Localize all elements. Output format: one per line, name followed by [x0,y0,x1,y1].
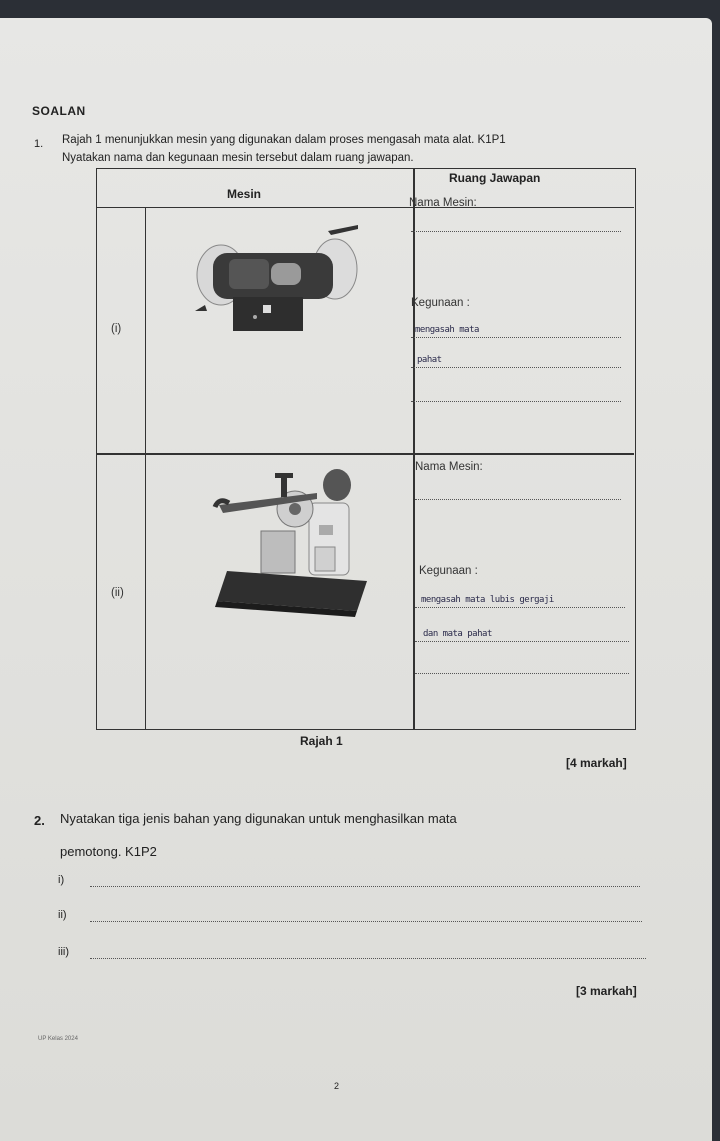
row-1-use-answer-line-3 [411,401,621,402]
tool-grinder-image [197,463,397,623]
row-1-use-label: Kegunaan : [411,297,470,309]
bench-grinder-image [193,213,373,353]
column-divider [413,169,415,729]
row-1-machine-name-label: Nama Mesin: [409,197,477,209]
column-header-answer: Ruang Jawapan [449,171,541,185]
question-1-number: 1. [34,138,44,150]
row-2-handwritten-answer-1: mengasah mata lubis gergaji [421,595,554,605]
row-2-use-answer-line-3 [415,673,629,674]
row-divider [97,453,634,455]
row-1-use-answer-line-1 [411,337,621,338]
answer-label-iii: iii) [58,946,69,958]
exam-paper [0,18,712,1141]
row-2-handwritten-answer-2: dan mata pahat [423,629,492,639]
answer-label-ii: ii) [58,909,67,921]
answer-table [96,168,636,730]
row-1-name-answer-line [411,231,621,232]
question-2-number: 2. [34,813,45,828]
row-2-use-label: Kegunaan : [419,565,478,577]
figure-caption: Rajah 1 [300,734,343,748]
row-2-use-answer-line-1 [415,607,625,608]
row-label-divider [145,207,146,729]
answer-line-ii [90,921,642,922]
row-2-label: (ii) [111,587,124,599]
question-1-instruction: Nyatakan nama dan kegunaan mesin tersebut dalam ruang jawapan. [62,152,414,164]
row-2-machine-name-label: Nama Mesin: [415,461,483,473]
question-2-text-continued: pemotong. K1P2 [60,844,157,859]
answer-label-i: i) [58,874,65,886]
row-2-use-answer-line-2 [415,641,629,642]
row-2-name-answer-line [415,499,621,500]
question-1-marks: [4 markah] [566,756,627,770]
footer-label: UP Kelas 2024 [38,1036,78,1042]
column-header-machine: Mesin [227,187,262,201]
row-1-label: (i) [111,323,122,335]
question-1-text: Rajah 1 menunjukkan mesin yang digunakan dalam proses mengasah mata alat. K1P1 [62,134,506,146]
answer-line-iii [90,958,646,959]
section-heading: SOALAN [32,104,86,118]
page-number: 2 [334,1081,340,1091]
question-2-text: Nyatakan tiga jenis bahan yang digunakan untuk menghasilkan mata [60,811,457,826]
question-2-marks: [3 markah] [576,984,637,998]
answer-line-i [90,886,640,887]
header-divider [97,207,634,208]
row-1-handwritten-answer-2: pahat [417,355,442,365]
row-1-handwritten-answer-1: mengasah mata [415,325,479,335]
row-1-use-answer-line-2 [411,367,621,368]
